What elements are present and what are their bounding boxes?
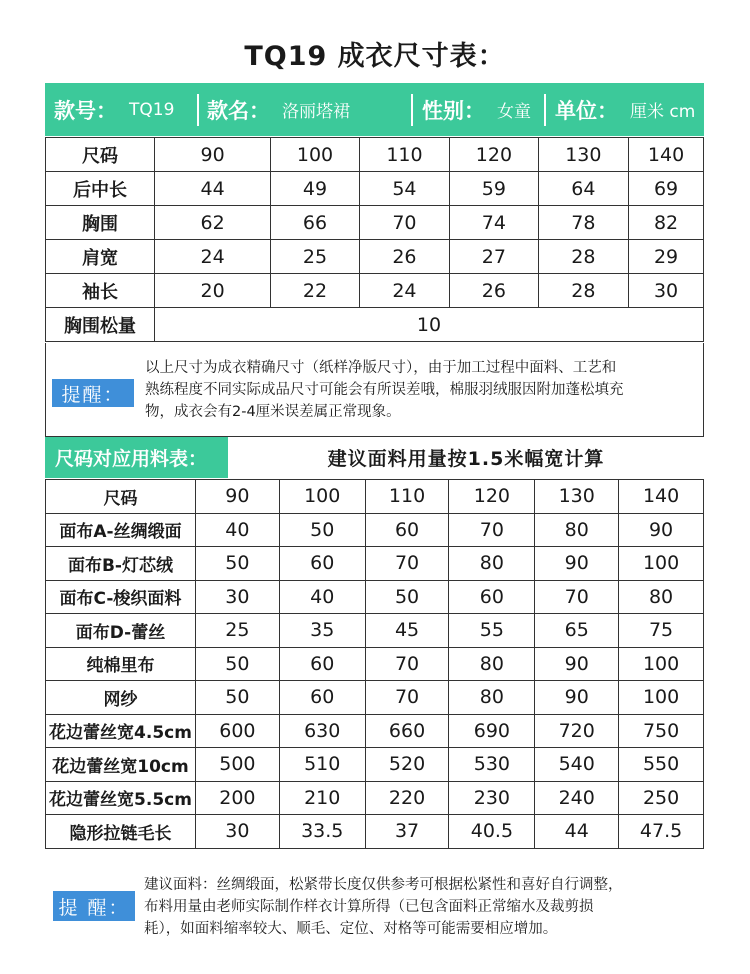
table-cell: 60 (449, 580, 535, 614)
fabric-reminder-badge: 提 醒： (53, 891, 135, 921)
row-label: 纯棉里布 (46, 647, 196, 681)
table-cell: 200 (195, 781, 279, 815)
table-row (46, 647, 704, 681)
reminder-text (145, 357, 624, 423)
ease-value: 10 (154, 308, 703, 342)
table-cell: 660 (365, 714, 449, 748)
table-cell: 50 (195, 681, 279, 715)
table-cell: 220 (365, 781, 449, 815)
table-cell: 50 (365, 580, 449, 614)
table-cell: 540 (535, 748, 619, 782)
table-row (46, 172, 704, 206)
table-cell: 90 (535, 547, 619, 581)
table-cell: 100 (619, 647, 704, 681)
fabric-section-label: 尺码对应用料表： (45, 437, 228, 478)
table-cell: 35 (279, 614, 365, 648)
reminder-line: 布料用量由老师实际制作样衣计算所得（已包含面料正常缩水及裁剪损 (144, 899, 594, 915)
table-cell: 66 (271, 206, 359, 240)
table-cell: 40.5 (449, 815, 535, 849)
reminder-line: 建议面料：丝绸缎面，松紧带长度仅供参考可根据松紧性和喜好自行调整， (144, 877, 623, 893)
table-cell: 54 (359, 172, 449, 206)
table-row (46, 714, 704, 748)
row-label: 袖长 (46, 274, 155, 308)
table-cell: 60 (279, 681, 365, 715)
row-label: 面布D-蕾丝 (46, 614, 196, 648)
size-cell: 110 (359, 138, 449, 172)
table-cell: 47.5 (619, 815, 704, 849)
gender-label: 性别： (422, 98, 485, 123)
table-cell: 55 (449, 614, 535, 648)
divider (197, 94, 199, 126)
table-cell: 27 (450, 240, 538, 274)
table-cell: 26 (359, 240, 449, 274)
table-cell: 28 (538, 274, 628, 308)
fabric-section-header (45, 437, 704, 478)
size-cell: 120 (450, 138, 538, 172)
size-table (45, 137, 704, 342)
row-label: 网纱 (46, 681, 196, 715)
table-cell: 40 (195, 513, 279, 547)
unit-cell (555, 83, 695, 136)
table-cell: 40 (279, 580, 365, 614)
row-label: 面布A-丝绸缎面 (46, 513, 196, 547)
table-cell: 600 (195, 714, 279, 748)
style-no-cell (54, 83, 174, 136)
fabric-reminder-text (144, 874, 623, 940)
size-header-label: 尺码 (46, 480, 196, 514)
table-cell: 720 (535, 714, 619, 748)
table-cell: 59 (450, 172, 538, 206)
table-cell: 26 (450, 274, 538, 308)
table-cell: 33.5 (279, 815, 365, 849)
table-cell: 520 (365, 748, 449, 782)
table-row (46, 781, 704, 815)
table-cell: 60 (279, 547, 365, 581)
table-row (46, 681, 704, 715)
table-cell: 80 (619, 580, 704, 614)
table-cell: 90 (619, 513, 704, 547)
style-info-bar (45, 83, 704, 136)
table-cell: 90 (535, 681, 619, 715)
table-cell: 70 (365, 547, 449, 581)
table-cell: 24 (359, 274, 449, 308)
table-cell: 28 (538, 240, 628, 274)
table-cell: 750 (619, 714, 704, 748)
table-row (46, 308, 704, 342)
table-row (46, 480, 704, 514)
size-cell: 100 (271, 138, 359, 172)
reminder-badge: 提醒： (52, 379, 134, 407)
table-cell: 69 (629, 172, 704, 206)
table-cell: 44 (154, 172, 270, 206)
fabric-table (45, 479, 704, 849)
table-cell: 70 (365, 681, 449, 715)
table-cell: 510 (279, 748, 365, 782)
table-cell: 45 (365, 614, 449, 648)
table-cell: 690 (449, 714, 535, 748)
divider (544, 94, 546, 126)
table-cell: 25 (271, 240, 359, 274)
size-header-label: 尺码 (46, 138, 155, 172)
table-cell: 70 (359, 206, 449, 240)
style-no-value: TQ19 (129, 99, 175, 120)
row-label: 花边蕾丝宽10cm (46, 748, 196, 782)
table-cell: 230 (449, 781, 535, 815)
style-name-label: 款名： (207, 98, 270, 123)
size-cell: 90 (195, 480, 279, 514)
size-cell: 140 (629, 138, 704, 172)
table-cell: 80 (449, 547, 535, 581)
divider (411, 94, 413, 126)
style-no-label: 款号： (54, 98, 117, 123)
style-name-value: 洛丽塔裙 (282, 102, 350, 122)
table-cell: 30 (629, 274, 704, 308)
row-label: 花边蕾丝宽5.5cm (46, 781, 196, 815)
table-row (46, 274, 704, 308)
table-cell: 80 (535, 513, 619, 547)
table-cell: 500 (195, 748, 279, 782)
table-cell: 22 (271, 274, 359, 308)
reminder-line: 物，成衣会有2-4厘米误差属正常现象。 (145, 404, 401, 420)
table-cell: 60 (365, 513, 449, 547)
fabric-reminder-box (45, 870, 704, 940)
fabric-section-note: 建议面料用量按1.5米幅宽计算 (327, 448, 605, 470)
size-cell: 120 (449, 480, 535, 514)
table-row (46, 138, 704, 172)
table-cell: 29 (629, 240, 704, 274)
table-cell: 20 (154, 274, 270, 308)
table-cell: 50 (195, 547, 279, 581)
reminder-line: 熟练程度不同实际成品尺寸可能会有所误差哦，棉服羽绒服因附加蓬松填充 (145, 382, 624, 398)
table-row (46, 815, 704, 849)
table-cell: 80 (449, 647, 535, 681)
table-cell: 60 (279, 647, 365, 681)
table-cell: 74 (450, 206, 538, 240)
row-label: 面布C-梭织面料 (46, 580, 196, 614)
table-cell: 44 (535, 815, 619, 849)
table-cell: 24 (154, 240, 270, 274)
page-title: TQ19 成衣尺寸表： (244, 41, 506, 72)
table-cell: 50 (279, 513, 365, 547)
row-label: 面布B-灯芯绒 (46, 547, 196, 581)
table-cell: 30 (195, 580, 279, 614)
size-cell: 130 (535, 480, 619, 514)
table-row (46, 513, 704, 547)
table-row (46, 547, 704, 581)
table-cell: 530 (449, 748, 535, 782)
row-label: 胸围 (46, 206, 155, 240)
size-cell: 90 (154, 138, 270, 172)
table-cell: 37 (365, 815, 449, 849)
table-cell: 210 (279, 781, 365, 815)
size-cell: 100 (279, 480, 365, 514)
table-row (46, 580, 704, 614)
table-cell: 100 (619, 547, 704, 581)
table-cell: 82 (629, 206, 704, 240)
table-cell: 50 (195, 647, 279, 681)
size-cell: 110 (365, 480, 449, 514)
reminder-box (45, 343, 704, 437)
unit-value: 厘米 cm (630, 102, 696, 122)
gender-cell (422, 83, 531, 136)
ease-label: 胸围松量 (46, 308, 155, 342)
table-cell: 80 (449, 681, 535, 715)
row-label: 后中长 (46, 172, 155, 206)
size-cell: 140 (619, 480, 704, 514)
row-label: 隐形拉链毛长 (46, 815, 196, 849)
row-label: 肩宽 (46, 240, 155, 274)
table-row (46, 206, 704, 240)
size-cell: 130 (538, 138, 628, 172)
table-cell: 100 (619, 681, 704, 715)
table-cell: 65 (535, 614, 619, 648)
table-cell: 70 (449, 513, 535, 547)
table-cell: 240 (535, 781, 619, 815)
style-name-cell (207, 83, 350, 136)
unit-label: 单位： (555, 98, 618, 123)
table-cell: 25 (195, 614, 279, 648)
table-cell: 78 (538, 206, 628, 240)
reminder-line: 以上尺寸为成衣精确尺寸（纸样净版尺寸），由于加工过程中面料、工艺和 (145, 360, 617, 376)
table-cell: 75 (619, 614, 704, 648)
table-cell: 49 (271, 172, 359, 206)
table-cell: 250 (619, 781, 704, 815)
table-cell: 30 (195, 815, 279, 849)
table-cell: 70 (365, 647, 449, 681)
table-row (46, 240, 704, 274)
row-label: 花边蕾丝宽4.5cm (46, 714, 196, 748)
gender-value: 女童 (497, 102, 531, 122)
table-cell: 62 (154, 206, 270, 240)
table-cell: 90 (535, 647, 619, 681)
table-row (46, 748, 704, 782)
reminder-line: 耗），如面料缩率较大、顺毛、定位、对格等可能需要相应增加。 (144, 921, 558, 937)
table-row (46, 614, 704, 648)
table-cell: 70 (535, 580, 619, 614)
table-cell: 64 (538, 172, 628, 206)
table-cell: 630 (279, 714, 365, 748)
table-cell: 550 (619, 748, 704, 782)
